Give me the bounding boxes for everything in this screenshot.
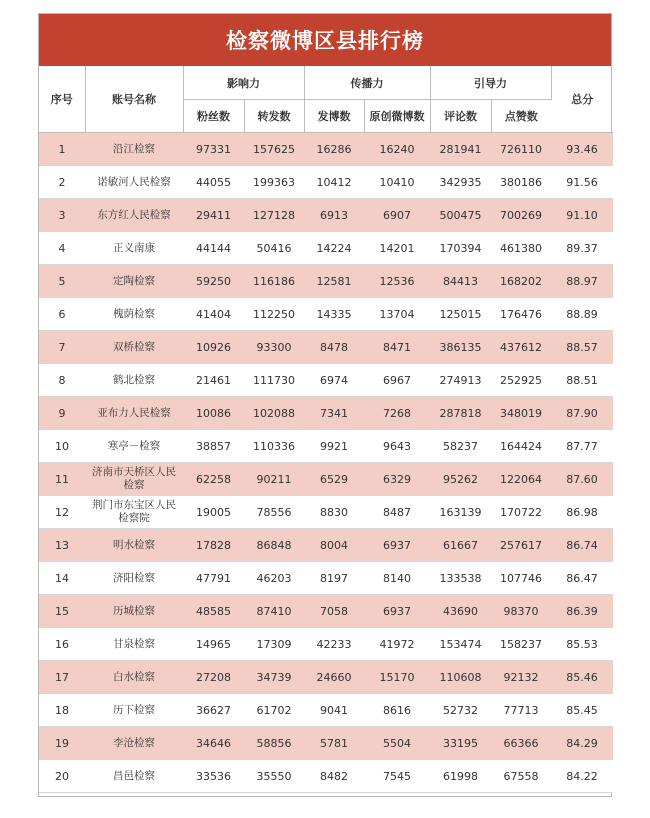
reposts-cell: 87410 xyxy=(244,595,304,628)
original-posts-cell: 8616 xyxy=(364,694,430,727)
likes-cell: 437612 xyxy=(491,331,551,364)
table-body xyxy=(39,133,613,793)
posts-cell: 24660 xyxy=(304,661,364,694)
likes-cell: 92132 xyxy=(491,661,551,694)
reposts-cell: 46203 xyxy=(244,562,304,595)
table-row xyxy=(39,694,613,727)
fans-cell: 36627 xyxy=(183,694,244,727)
original-posts-cell: 7268 xyxy=(364,397,430,430)
account-name-cell: 济阳检察 xyxy=(85,562,183,595)
reposts-cell: 58856 xyxy=(244,727,304,760)
header-influence: 影响力 xyxy=(183,66,304,100)
fans-cell: 44144 xyxy=(183,232,244,265)
total-score-cell: 88.89 xyxy=(551,298,613,331)
posts-cell: 14224 xyxy=(304,232,364,265)
posts-cell: 5781 xyxy=(304,727,364,760)
total-score-cell: 88.97 xyxy=(551,265,613,298)
comments-cell: 287818 xyxy=(430,397,491,430)
total-score-cell: 87.77 xyxy=(551,430,613,463)
table-row xyxy=(39,166,613,199)
reposts-cell: 78556 xyxy=(244,496,304,529)
original-posts-cell: 6329 xyxy=(364,463,430,496)
likes-cell: 77713 xyxy=(491,694,551,727)
posts-cell: 6529 xyxy=(304,463,364,496)
total-score-cell: 86.98 xyxy=(551,496,613,529)
posts-cell: 8482 xyxy=(304,760,364,793)
fans-cell: 62258 xyxy=(183,463,244,496)
account-name-cell: 昌邑检察 xyxy=(85,760,183,793)
comments-cell: 110608 xyxy=(430,661,491,694)
posts-cell: 6974 xyxy=(304,364,364,397)
comments-cell: 61667 xyxy=(430,529,491,562)
total-score-cell: 85.45 xyxy=(551,694,613,727)
original-posts-cell: 10410 xyxy=(364,166,430,199)
header-account: 账号名称 xyxy=(85,66,183,133)
likes-cell: 107746 xyxy=(491,562,551,595)
rank-cell: 6 xyxy=(39,298,85,331)
likes-cell: 252925 xyxy=(491,364,551,397)
reposts-cell: 50416 xyxy=(244,232,304,265)
table-row xyxy=(39,199,613,232)
account-name-cell: 定陶检察 xyxy=(85,265,183,298)
rank-cell: 9 xyxy=(39,397,85,430)
likes-cell: 348019 xyxy=(491,397,551,430)
fans-cell: 38857 xyxy=(183,430,244,463)
comments-cell: 500475 xyxy=(430,199,491,232)
original-posts-cell: 12536 xyxy=(364,265,430,298)
likes-cell: 170722 xyxy=(491,496,551,529)
table-row xyxy=(39,727,613,760)
table-row xyxy=(39,496,613,529)
reposts-cell: 199363 xyxy=(244,166,304,199)
header-posts: 发博数 xyxy=(304,100,364,133)
total-score-cell: 86.74 xyxy=(551,529,613,562)
original-posts-cell: 6937 xyxy=(364,595,430,628)
comments-cell: 274913 xyxy=(430,364,491,397)
rank-cell: 4 xyxy=(39,232,85,265)
reposts-cell: 116186 xyxy=(244,265,304,298)
reposts-cell: 93300 xyxy=(244,331,304,364)
original-posts-cell: 8140 xyxy=(364,562,430,595)
posts-cell: 14335 xyxy=(304,298,364,331)
comments-cell: 386135 xyxy=(430,331,491,364)
account-name-cell: 鹤北检察 xyxy=(85,364,183,397)
rank-cell: 2 xyxy=(39,166,85,199)
original-posts-cell: 15170 xyxy=(364,661,430,694)
total-score-cell: 88.51 xyxy=(551,364,613,397)
comments-cell: 43690 xyxy=(430,595,491,628)
likes-cell: 257617 xyxy=(491,529,551,562)
rank-cell: 15 xyxy=(39,595,85,628)
reposts-cell: 61702 xyxy=(244,694,304,727)
account-name-cell: 沿江检察 xyxy=(85,133,183,166)
account-name-cell: 济南市天桥区人民检察 xyxy=(85,463,183,496)
rank-cell: 16 xyxy=(39,628,85,661)
posts-cell: 7341 xyxy=(304,397,364,430)
account-name-cell: 诺敏河人民检察 xyxy=(85,166,183,199)
fans-cell: 17828 xyxy=(183,529,244,562)
rank-cell: 8 xyxy=(39,364,85,397)
table-row xyxy=(39,595,613,628)
reposts-cell: 127128 xyxy=(244,199,304,232)
reposts-cell: 35550 xyxy=(244,760,304,793)
total-score-cell: 89.37 xyxy=(551,232,613,265)
account-name-cell: 李沧检察 xyxy=(85,727,183,760)
likes-cell: 158237 xyxy=(491,628,551,661)
comments-cell: 61998 xyxy=(430,760,491,793)
likes-cell: 98370 xyxy=(491,595,551,628)
likes-cell: 700269 xyxy=(491,199,551,232)
account-name-cell: 历城检察 xyxy=(85,595,183,628)
original-posts-cell: 41972 xyxy=(364,628,430,661)
fans-cell: 10086 xyxy=(183,397,244,430)
original-posts-cell: 5504 xyxy=(364,727,430,760)
account-name-cell: 荆门市东宝区人民检察院 xyxy=(85,496,183,529)
rank-cell: 17 xyxy=(39,661,85,694)
account-name-cell: 历下检察 xyxy=(85,694,183,727)
reposts-cell: 86848 xyxy=(244,529,304,562)
reposts-cell: 102088 xyxy=(244,397,304,430)
posts-cell: 8197 xyxy=(304,562,364,595)
total-score-cell: 87.60 xyxy=(551,463,613,496)
table-row xyxy=(39,133,613,166)
fans-cell: 47791 xyxy=(183,562,244,595)
likes-cell: 67558 xyxy=(491,760,551,793)
posts-cell: 12581 xyxy=(304,265,364,298)
total-score-cell: 86.39 xyxy=(551,595,613,628)
rank-cell: 18 xyxy=(39,694,85,727)
likes-cell: 164424 xyxy=(491,430,551,463)
comments-cell: 84413 xyxy=(430,265,491,298)
posts-cell: 8004 xyxy=(304,529,364,562)
comments-cell: 170394 xyxy=(430,232,491,265)
reposts-cell: 112250 xyxy=(244,298,304,331)
comments-cell: 342935 xyxy=(430,166,491,199)
fans-cell: 21461 xyxy=(183,364,244,397)
reposts-cell: 157625 xyxy=(244,133,304,166)
header-spread: 传播力 xyxy=(304,66,430,100)
rank-cell: 19 xyxy=(39,727,85,760)
rank-cell: 11 xyxy=(39,463,85,496)
table-row xyxy=(39,463,613,496)
header-rank: 序号 xyxy=(39,66,85,133)
header-fans: 粉丝数 xyxy=(183,100,244,133)
original-posts-cell: 16240 xyxy=(364,133,430,166)
total-score-cell: 84.29 xyxy=(551,727,613,760)
posts-cell: 7058 xyxy=(304,595,364,628)
fans-cell: 97331 xyxy=(183,133,244,166)
table-row xyxy=(39,760,613,793)
account-name-cell: 甘泉检察 xyxy=(85,628,183,661)
total-score-cell: 93.46 xyxy=(551,133,613,166)
rank-cell: 3 xyxy=(39,199,85,232)
ranking-panel xyxy=(38,13,612,797)
posts-cell: 6913 xyxy=(304,199,364,232)
likes-cell: 726110 xyxy=(491,133,551,166)
table-row xyxy=(39,364,613,397)
original-posts-cell: 6937 xyxy=(364,529,430,562)
table-row xyxy=(39,331,613,364)
comments-cell: 33195 xyxy=(430,727,491,760)
comments-cell: 125015 xyxy=(430,298,491,331)
posts-cell: 8478 xyxy=(304,331,364,364)
header-original: 原创微博数 xyxy=(364,100,430,133)
reposts-cell: 17309 xyxy=(244,628,304,661)
rank-cell: 1 xyxy=(39,133,85,166)
fans-cell: 41404 xyxy=(183,298,244,331)
fans-cell: 10926 xyxy=(183,331,244,364)
table-row xyxy=(39,430,613,463)
table-row xyxy=(39,265,613,298)
comments-cell: 153474 xyxy=(430,628,491,661)
rank-cell: 12 xyxy=(39,496,85,529)
account-name-cell: 明水检察 xyxy=(85,529,183,562)
comments-cell: 52732 xyxy=(430,694,491,727)
table-row xyxy=(39,628,613,661)
reposts-cell: 34739 xyxy=(244,661,304,694)
table-header xyxy=(39,66,613,133)
likes-cell: 168202 xyxy=(491,265,551,298)
comments-cell: 163139 xyxy=(430,496,491,529)
header-reposts: 转发数 xyxy=(244,100,304,133)
original-posts-cell: 6907 xyxy=(364,199,430,232)
header-total: 总分 xyxy=(551,66,613,133)
account-name-cell: 正义南康 xyxy=(85,232,183,265)
total-score-cell: 88.57 xyxy=(551,331,613,364)
posts-cell: 16286 xyxy=(304,133,364,166)
rank-cell: 7 xyxy=(39,331,85,364)
original-posts-cell: 14201 xyxy=(364,232,430,265)
account-name-cell: 白水检察 xyxy=(85,661,183,694)
comments-cell: 95262 xyxy=(430,463,491,496)
fans-cell: 29411 xyxy=(183,199,244,232)
rank-cell: 13 xyxy=(39,529,85,562)
posts-cell: 42233 xyxy=(304,628,364,661)
original-posts-cell: 9643 xyxy=(364,430,430,463)
likes-cell: 380186 xyxy=(491,166,551,199)
original-posts-cell: 7545 xyxy=(364,760,430,793)
comments-cell: 133538 xyxy=(430,562,491,595)
table-row xyxy=(39,298,613,331)
fans-cell: 48585 xyxy=(183,595,244,628)
total-score-cell: 86.47 xyxy=(551,562,613,595)
table-row xyxy=(39,661,613,694)
posts-cell: 10412 xyxy=(304,166,364,199)
reposts-cell: 90211 xyxy=(244,463,304,496)
posts-cell: 8830 xyxy=(304,496,364,529)
table-row xyxy=(39,562,613,595)
total-score-cell: 87.90 xyxy=(551,397,613,430)
comments-cell: 281941 xyxy=(430,133,491,166)
reposts-cell: 111730 xyxy=(244,364,304,397)
fans-cell: 27208 xyxy=(183,661,244,694)
total-score-cell: 91.56 xyxy=(551,166,613,199)
posts-cell: 9041 xyxy=(304,694,364,727)
likes-cell: 176476 xyxy=(491,298,551,331)
page-title: 检察微博区县排行榜 xyxy=(39,14,611,66)
rank-cell: 14 xyxy=(39,562,85,595)
likes-cell: 66366 xyxy=(491,727,551,760)
original-posts-cell: 8471 xyxy=(364,331,430,364)
total-score-cell: 84.22 xyxy=(551,760,613,793)
reposts-cell: 110336 xyxy=(244,430,304,463)
header-comments: 评论数 xyxy=(430,100,491,133)
total-score-cell: 85.46 xyxy=(551,661,613,694)
rank-cell: 20 xyxy=(39,760,85,793)
total-score-cell: 85.53 xyxy=(551,628,613,661)
account-name-cell: 亚布力人民检察 xyxy=(85,397,183,430)
original-posts-cell: 13704 xyxy=(364,298,430,331)
account-name-cell: 双桥检察 xyxy=(85,331,183,364)
total-score-cell: 91.10 xyxy=(551,199,613,232)
likes-cell: 122064 xyxy=(491,463,551,496)
table-row xyxy=(39,529,613,562)
original-posts-cell: 8487 xyxy=(364,496,430,529)
header-likes: 点赞数 xyxy=(491,100,551,133)
likes-cell: 461380 xyxy=(491,232,551,265)
posts-cell: 9921 xyxy=(304,430,364,463)
fans-cell: 33536 xyxy=(183,760,244,793)
rank-cell: 5 xyxy=(39,265,85,298)
table-row xyxy=(39,397,613,430)
fans-cell: 59250 xyxy=(183,265,244,298)
account-name-cell: 寒亭－检察 xyxy=(85,430,183,463)
fans-cell: 19005 xyxy=(183,496,244,529)
rank-cell: 10 xyxy=(39,430,85,463)
header-guidance: 引导力 xyxy=(430,66,551,100)
fans-cell: 14965 xyxy=(183,628,244,661)
account-name-cell: 槐荫检察 xyxy=(85,298,183,331)
ranking-table xyxy=(39,66,613,793)
original-posts-cell: 6967 xyxy=(364,364,430,397)
table-row xyxy=(39,232,613,265)
fans-cell: 44055 xyxy=(183,166,244,199)
comments-cell: 58237 xyxy=(430,430,491,463)
fans-cell: 34646 xyxy=(183,727,244,760)
account-name-cell: 东方红人民检察 xyxy=(85,199,183,232)
